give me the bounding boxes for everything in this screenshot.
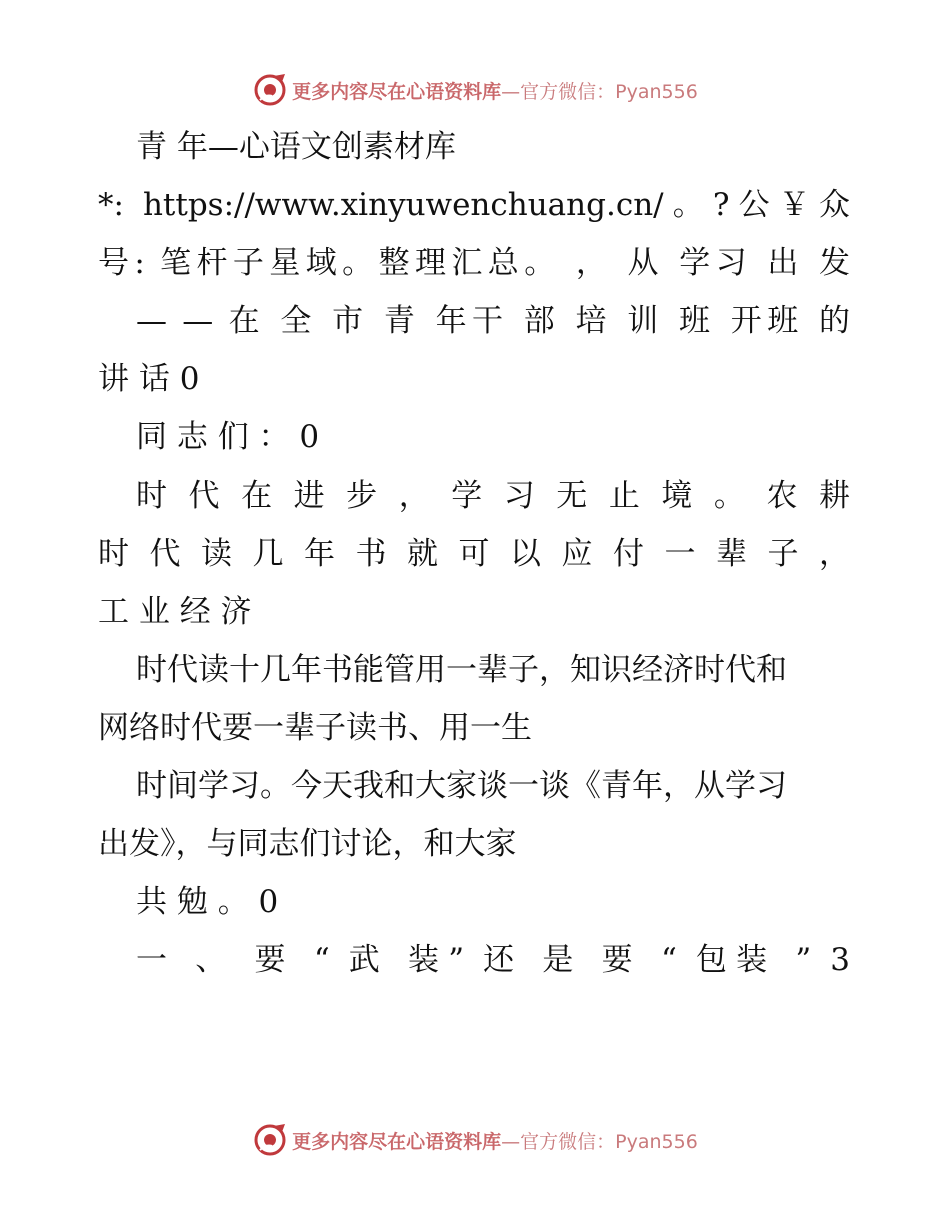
header-watermark <box>0 70 950 110</box>
watermark-text: 更多内容尽在心语资料库—官方微信：Pyan556 <box>292 1130 698 1153</box>
section-heading-line: 一 、 要 “ 武 装” 还 是 要 “ 包装 ” 3 <box>136 942 850 979</box>
text-line: 时代读十几年书能管用一辈子，知识经济时代和 <box>136 651 787 688</box>
text-line: *: https://www.xinyuwenchuang.cn/。?公￥众 <box>98 187 850 224</box>
text-line: 出发》，与同志们讨论，和大家 <box>98 826 517 863</box>
text-line: 网络时代要一辈子读书、用一生 <box>98 709 532 746</box>
text-line: — — 在 全 市 青 年干 部 培 训 班 开班 的 <box>136 303 850 340</box>
footer-watermark <box>0 1120 950 1160</box>
watermark-text: 更多内容尽在心语资料库—官方微信：Pyan556 <box>292 80 698 103</box>
text-line: 号: 笔杆子星域。整理汇总。 ， 从 学习 出 发 <box>98 245 850 282</box>
brush-logo-icon <box>252 72 288 108</box>
text-line: 讲 话 0 <box>98 361 200 398</box>
text-line: 工 业 经 济 <box>98 593 252 630</box>
text-line: 时 代 读 几 年 书 就 可 以 应 付 一 辈 子 ， <box>98 535 850 572</box>
text-line: 同 志 们 ： 0 <box>136 419 320 456</box>
title-line: 青 年—心语文创素材库 <box>136 129 456 165</box>
text-line: 共 勉 。 0 <box>136 884 279 921</box>
brush-logo-icon <box>252 1122 288 1158</box>
document-body <box>98 118 850 989</box>
text-line: 时 代 在 进 步 ， 学 习 无 止 境 。 农 耕 <box>136 477 850 514</box>
text-line: 时间学习。今天我和大家谈一谈《青年，从学习 <box>136 768 787 805</box>
